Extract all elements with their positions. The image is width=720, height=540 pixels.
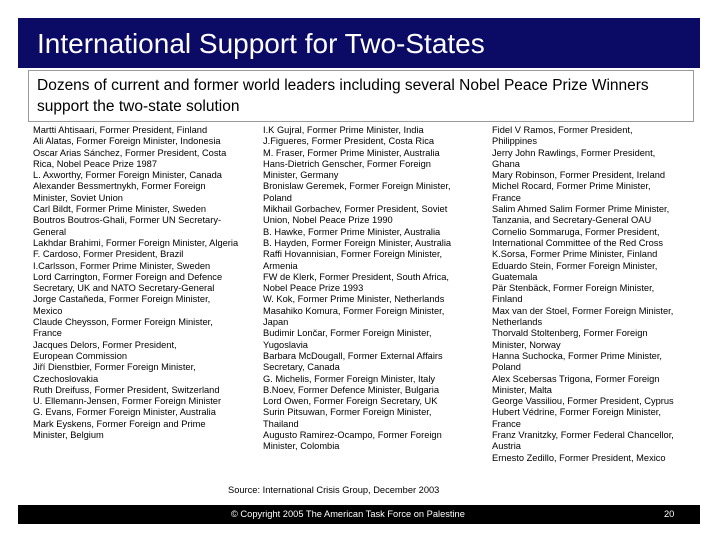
leader-line: George Vassiliou, Former President, Cyprus — [492, 396, 674, 407]
leader-line: International Committee of the Red Cross — [492, 237, 664, 248]
leader-line: France — [492, 192, 521, 203]
slide-title: International Support for Two-States — [37, 28, 485, 59]
leader-line: Minister, Soviet Union — [33, 192, 123, 203]
leader-line: Alex Scebersas Trigona, Former Foreign — [492, 373, 660, 384]
leader-line: Austria — [492, 441, 521, 452]
leader-line: Masahiko Komura, Former Foreign Minister, — [263, 305, 445, 316]
leader-line: Jacques Delors, Former President, — [33, 339, 177, 350]
footer-bar — [18, 505, 700, 524]
leader-line: Tanzania, and Secretary-General OAU — [492, 215, 652, 226]
leader-line: K.Sorsa, Former Prime Minister, Finland — [492, 249, 658, 260]
leader-line: Mexico — [33, 305, 63, 316]
leader-line: Netherlands — [492, 317, 543, 328]
leader-line: J.Figueres, Former President, Costa Rica — [263, 136, 435, 147]
leader-line: Bronislaw Geremek, Former Foreign Minister, — [263, 181, 451, 192]
leaders-column-2 — [263, 125, 493, 453]
leader-line: Finland — [492, 294, 523, 305]
leader-line: Yugoslavia — [263, 339, 308, 350]
leader-line: Ghana — [492, 158, 520, 169]
leader-line: Cornelio Sommaruga, Former President, — [492, 226, 660, 237]
leader-line: Secretary, Canada — [263, 362, 340, 373]
leader-line: Michel Rocard, Former Prime Minister, — [492, 181, 651, 192]
leader-line: B. Hayden, Former Foreign Minister, Australia — [263, 237, 452, 248]
leader-line: Minister, Belgium — [33, 430, 104, 441]
leader-line: Ernesto Zedillo, Former President, Mexico — [492, 452, 666, 463]
leader-line: Japan — [263, 317, 289, 328]
leaders-column-3 — [492, 125, 707, 464]
leader-line: Guatemala — [492, 271, 538, 282]
leader-line: Minister, Colombia — [263, 441, 340, 452]
source-note: Source: International Crisis Group, December 2003 — [228, 485, 440, 495]
leader-line: Augusto Ramirez-Ocampo, Former Foreign — [263, 430, 442, 441]
leader-line: Oscar Arias Sánchez, Former President, Costa — [33, 147, 227, 158]
leader-line: Lord Owen, Former Foreign Secretary, UK — [263, 396, 438, 407]
title-bar — [18, 18, 700, 68]
leader-line: FW de Klerk, Former President, South Africa, — [263, 271, 450, 282]
leader-line: Budimir Lončar, Former Foreign Minister, — [263, 328, 432, 339]
leader-line: Thailand — [263, 418, 299, 429]
leader-line: European Commission — [33, 350, 128, 361]
leader-line: Pär Stenbäck, Former Foreign Minister, — [492, 283, 655, 294]
leader-line: Fidel V Ramos, Former President, — [492, 125, 633, 135]
leader-line: Mikhail Gorbachev, Former President, Soviet — [263, 204, 448, 215]
leader-line: Mark Eyskens, Former Foreign and Prime — [33, 418, 206, 429]
leader-line: Ruth Dreifuss, Former President, Switzerland — [33, 384, 220, 395]
leaders-column-1 — [33, 125, 258, 441]
leader-line: F. Cardoso, Former President, Brazil — [33, 249, 184, 260]
leader-line: Rica, Nobel Peace Prize 1987 — [33, 158, 158, 169]
leader-line: Ali Alatas, Former Foreign Minister, Indonesia — [33, 136, 221, 147]
leader-line: Minister, Malta — [492, 384, 552, 395]
subtitle-box — [28, 70, 694, 122]
leader-line: Claude Cheysson, Former Foreign Minister, — [33, 317, 213, 328]
leader-line: Minister, Germany — [263, 170, 339, 181]
leader-line: Franz Vranitzky, Former Federal Chancellor, — [492, 430, 674, 441]
slide-subtitle: Dozens of current and former world leaders including several Nobel Peace Prize Winners support the two-state solution — [37, 77, 649, 115]
leader-line: Martti Ahtisaari, Former President, Finland — [33, 125, 208, 135]
leader-line: Jiří Dienstbier, Former Foreign Minister, — [33, 362, 196, 373]
leader-line: Czechoslovakia — [33, 373, 99, 384]
leader-line: Union, Nobel Peace Prize 1990 — [263, 215, 393, 226]
leader-line: U. Ellemann-Jensen, Former Foreign Minister — [33, 396, 222, 407]
leader-line: Salim Ahmed Salim Former Prime Minister, — [492, 204, 670, 215]
leader-line: W. Kok, Former Prime Minister, Netherlands — [263, 294, 445, 305]
leader-line: Jorge Castañeda, Former Foreign Minister, — [33, 294, 211, 305]
leader-line: Nobel Peace Prize 1993 — [263, 283, 364, 294]
leader-line: Alexander Bessmertnykh, Former Foreign — [33, 181, 206, 192]
page-number: 20 — [664, 509, 675, 519]
leader-line: I.K Gujral, Former Prime Minister, India — [263, 125, 424, 135]
leader-line: Barbara McDougall, Former External Affairs — [263, 350, 443, 361]
leader-line: B. Hawke, Former Prime Minister, Australia — [263, 226, 441, 237]
leader-line: Hubert Védrine, Former Foreign Minister, — [492, 407, 661, 418]
leader-line: M. Fraser, Former Prime Minister, Australia — [263, 147, 440, 158]
leader-line: G. Evans, Former Foreign Minister, Australia — [33, 407, 216, 418]
leader-line: Lakhdar Brahimi, Former Foreign Minister, Algeria — [33, 237, 239, 248]
leader-line: Max van der Stoel, Former Foreign Minister, — [492, 305, 674, 316]
leader-line: Carl Bildt, Former Prime Minister, Sweden — [33, 204, 207, 215]
leader-line: G. Michelis, Former Foreign Minister, Italy — [263, 373, 436, 384]
leader-line: Mary Robinson, Former President, Ireland — [492, 170, 666, 181]
leader-line: Raffi Hovannisian, Former Foreign Minister, — [263, 249, 443, 260]
leader-line: Surin Pitsuwan, Former Foreign Minister, — [263, 407, 432, 418]
leader-line: Eduardo Stein, Former Foreign Minister, — [492, 260, 658, 271]
leader-line: I.Carlsson, Former Prime Minister, Sweden — [33, 260, 211, 271]
leader-line: Poland — [263, 192, 292, 203]
leader-line: Boutros Boutros-Ghali, Former UN Secretary- — [33, 215, 222, 226]
leader-line: Secretary, UK and NATO Secretary-General — [33, 283, 215, 294]
leader-line: Thorvald Stoltenberg, Former Foreign — [492, 328, 648, 339]
leader-line: Minister, Norway — [492, 339, 561, 350]
leader-line: Poland — [492, 362, 521, 373]
leader-line: France — [33, 328, 62, 339]
leader-line: Jerry John Rawlings, Former President, — [492, 147, 656, 158]
leader-line: Hanna Suchocka, Former Prime Minister, — [492, 350, 662, 361]
copyright-text: © Copyright 2005 The American Task Force on Palestine — [231, 509, 465, 519]
leader-line: Hans-Dietrich Genscher, Former Foreign — [263, 158, 431, 169]
leader-line: France — [492, 418, 521, 429]
leader-line: L. Axworthy, Former Foreign Minister, Canada — [33, 170, 222, 181]
leader-line: Lord Carrington, Former Foreign and Defence — [33, 271, 223, 282]
leader-line: Armenia — [263, 260, 298, 271]
leader-line: General — [33, 226, 67, 237]
leader-line: B.Noev, Former Defence Minister, Bulgaria — [263, 384, 440, 395]
leader-line: Philippines — [492, 136, 537, 147]
